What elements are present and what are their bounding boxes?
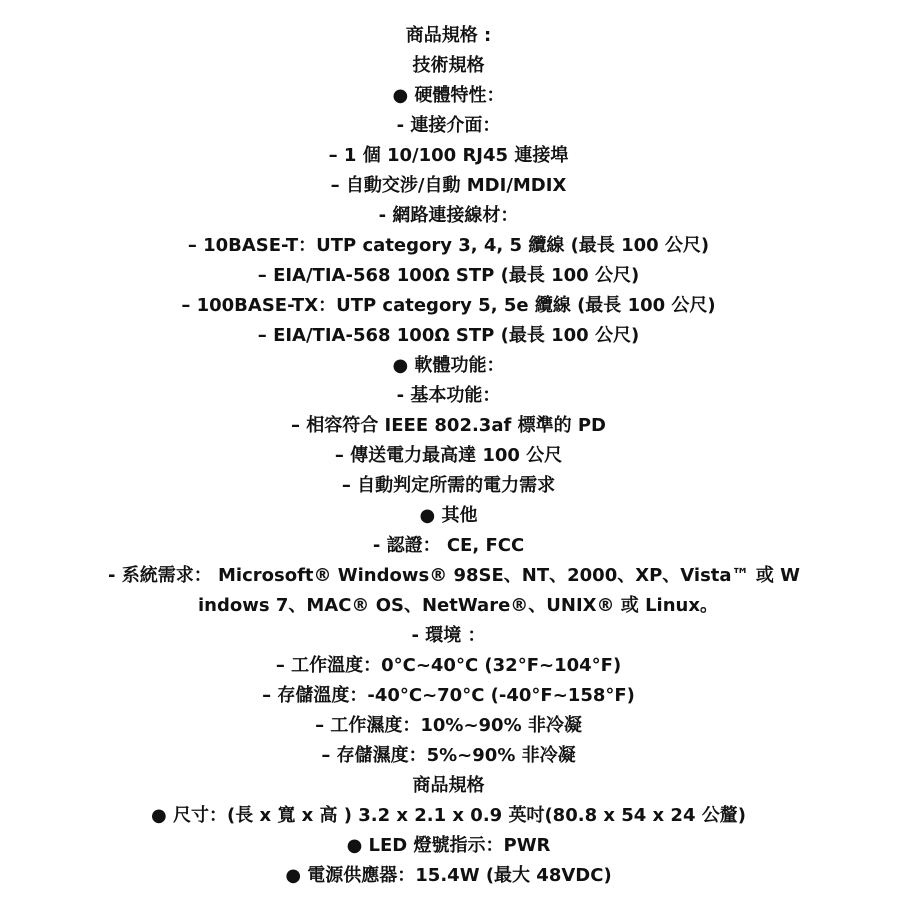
heading-tech-spec: 技術規格	[412, 55, 485, 76]
spec-line: – 自動判定所需的電力需求	[341, 475, 556, 496]
spec-line: – 存儲濕度：5%~90% 非冷凝	[321, 745, 576, 766]
spec-line: – EIA/TIA-568 100Ω STP (最長 100 公尺)	[257, 265, 640, 286]
spec-line-system-requirements-cont: indows 7、MAC® OS、NetWare®、UNIX® 或 Linux。	[198, 595, 718, 616]
heading-product-spec-2: 商品規格	[412, 775, 485, 796]
spec-line: – 傳送電力最高達 100 公尺	[334, 445, 563, 466]
subsection-environment: - 環境 ：	[411, 625, 486, 646]
spec-line-system-requirements: - 系統需求： Microsoft® Windows® 98SE、NT、2000、XP、Vista™ 或 W	[108, 565, 800, 586]
spec-line-dimensions: ● 尺寸：(長 x 寬 x 高 ) 3.2 x 2.1 x 0.9 英吋(80.8 x 54 x 24 公釐)	[151, 805, 746, 826]
spec-line: – 工作溫度：0°C~40°C (32°F~104°F)	[275, 655, 622, 676]
spec-line: – 工作濕度：10%~90% 非冷凝	[315, 715, 582, 736]
subsection-basic-functions: - 基本功能：	[396, 385, 501, 406]
spec-line: – 存儲溫度：-40°C~70°C (-40°F~158°F)	[262, 685, 635, 706]
spec-line-certification: - 認證： CE, FCC	[372, 535, 525, 556]
section-hardware: ● 硬體特性：	[392, 85, 505, 106]
spec-line: – EIA/TIA-568 100Ω STP (最長 100 公尺)	[257, 325, 640, 346]
heading-product-spec: 商品規格 :	[405, 25, 492, 46]
spec-line: – 1 個 10/100 RJ45 連接埠	[328, 145, 569, 166]
spec-line: – 自動交涉/自動 MDI/MDIX	[330, 175, 567, 196]
spec-document	[0, 21, 897, 891]
spec-line: – 10BASE-T：UTP category 3, 4, 5 纜線 (最長 100 公尺)	[187, 235, 710, 256]
subsection-interface: - 連接介面：	[396, 115, 501, 136]
section-other: ● 其他	[419, 505, 478, 526]
section-software: ● 軟體功能：	[392, 355, 505, 376]
spec-line: – 相容符合 IEEE 802.3af 標準的 PD	[291, 415, 606, 436]
subsection-cabling: - 網路連接線材：	[378, 205, 519, 226]
spec-line-power: ● 電源供應器：15.4W (最大 48VDC)	[285, 865, 612, 886]
spec-line-led: ● LED 燈號指示：PWR	[346, 835, 551, 856]
spec-line: – 100BASE-TX：UTP category 5, 5e 纜線 (最長 100 公尺)	[181, 295, 716, 316]
